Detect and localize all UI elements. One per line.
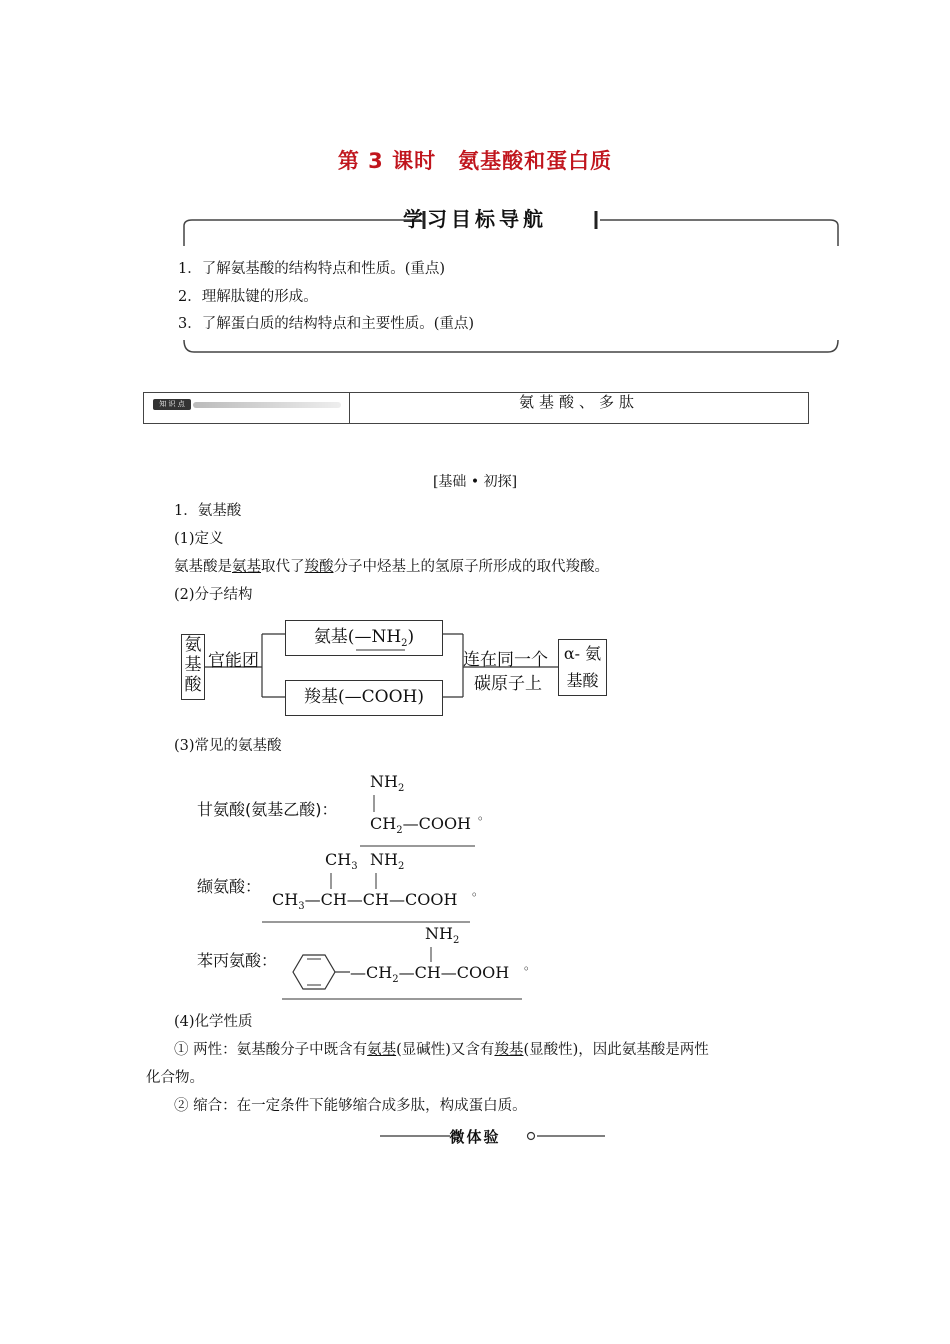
objective-item: 2．理解肽键的形成。 [178,289,318,305]
glycine-nh2: $NH_2$ [370,772,405,794]
alpha-amino-acid-box: α- 氨 基酸 [558,639,607,696]
heading-amino-acid: 1．氨基酸 [174,503,242,519]
glycine-chain: $CH_2—COOH$ [370,814,472,836]
amino-acid-box: 氨 基 酸 [181,634,205,700]
phe-nh2: $NH_2$ [425,924,460,946]
carboxyl-group-box: 羧基(—COOH) [285,680,443,716]
page-title: 第 3 课时 氨基酸和蛋白质 [337,149,613,173]
condensation-text: ② 缩合：在一定条件下能够缩合成多肽，构成蛋白质。 [174,1098,527,1114]
amphoteric-text-cont: 化合物。 [146,1070,204,1086]
heading-chemical: (4)化学性质 [174,1014,253,1030]
valine-label: 缬氨酸： [197,877,262,896]
functional-group-label: 官能团 [208,651,259,671]
valine-nh2: $NH_2$ [370,850,405,872]
link-label-bottom: 碳原子上 [474,674,542,694]
objective-item: 3．了解蛋白质的结构特点和主要性质。(重点) [178,316,475,332]
valine-ch3: $CH_3$ [325,850,358,872]
objectives-heading: 学习目标导航 [403,207,547,231]
knowledge-topic: 氨基酸、多肽 [518,393,639,411]
heading-common: (3)常见的氨基酸 [174,738,282,754]
link-label-top: 连在同一个 [463,650,548,670]
valine-end: 。 [472,884,485,898]
micro-heading: 微体验 [449,1128,501,1146]
benzene-ring [293,955,335,989]
phe-end: 。 [524,958,537,972]
phenylalanine-label: 苯丙氨酸： [197,951,278,970]
definition-text: 氨基酸是氨基取代了羧酸分子中烃基上的氢原子所形成的取代羧酸。 [174,559,609,575]
amino-group-box: 氨基$(—NH_2)$ [285,620,443,656]
objective-item: 1．了解氨基酸的结构特点和性质。(重点) [178,261,446,277]
section-label: [基础 • 初探] [432,474,518,490]
heading-definition: (1)定义 [174,531,224,547]
valine-chain: $CH_3—CH—CH—COOH$ [272,890,458,912]
glycine-end: 。 [478,808,491,822]
phe-chain: $—CH_2—CH—COOH$ [350,963,510,985]
amphoteric-text: ① 两性：氨基酸分子中既含有氨基(显碱性)又含有羧基(显酸性)，因此氨基酸是两性 [174,1042,709,1058]
glycine-label: 甘氨酸(氨基乙酸)： [197,800,338,819]
knowledge-badge: 知 识 点 [153,399,191,410]
heading-structure: (2)分子结构 [174,587,253,603]
